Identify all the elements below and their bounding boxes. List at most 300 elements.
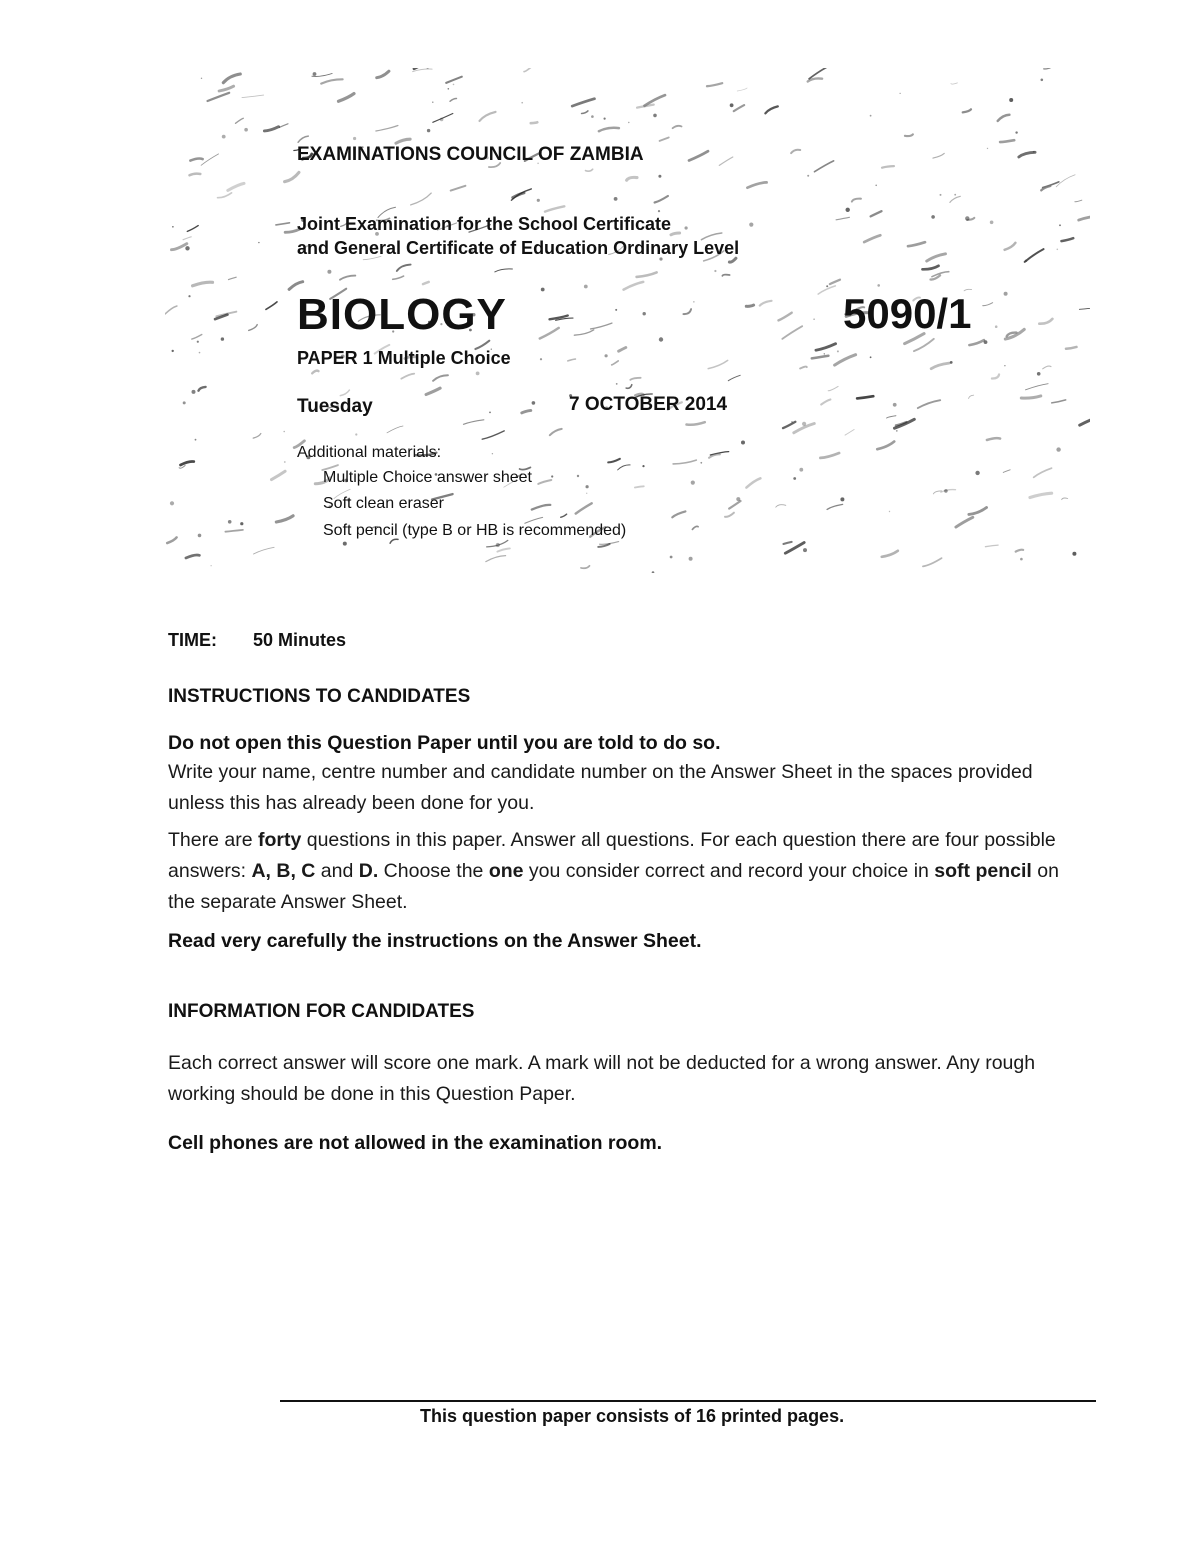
- speckle-mark: [992, 374, 999, 378]
- speckle-mark: [582, 111, 588, 114]
- speckle-mark: [655, 196, 668, 203]
- speckle-mark: [765, 106, 777, 113]
- speckle-mark: [923, 558, 942, 566]
- speckle-mark: [747, 182, 766, 187]
- speckle-dot: [1025, 260, 1028, 263]
- page-count-note: This question paper consists of 16 printed pages.: [420, 1406, 845, 1426]
- speckle-mark: [760, 301, 772, 306]
- speckle-dot: [984, 340, 988, 344]
- speckle-mark: [199, 387, 206, 391]
- speckle-mark: [1034, 468, 1052, 477]
- speckle-dot: [327, 270, 331, 274]
- material-item: Soft pencil (type B or HB is recommended): [323, 522, 627, 539]
- speckle-mark: [637, 272, 657, 277]
- speckle-dot: [427, 129, 430, 132]
- speckle-mark: [950, 196, 960, 202]
- speckle-mark: [172, 244, 187, 250]
- read-carefully-notice: Read very carefully the instructions on the Answer Sheet.: [168, 930, 702, 952]
- text-run-bold: forty: [257, 829, 302, 851]
- speckle-mark: [821, 400, 830, 405]
- speckle-mark: [963, 109, 971, 112]
- speckle-dot: [353, 137, 356, 140]
- speckle-dot: [201, 78, 202, 79]
- speckle-mark: [908, 242, 925, 246]
- speckle-mark: [683, 309, 691, 314]
- speckle-dot: [807, 175, 809, 177]
- speckle-mark: [812, 356, 829, 359]
- speckle-mark: [1062, 238, 1074, 241]
- speckle-mark: [951, 83, 958, 84]
- speckle-dot: [476, 372, 480, 376]
- speckle-dot: [803, 548, 807, 552]
- speckle-mark: [998, 115, 1010, 121]
- speckle-dot: [605, 354, 608, 357]
- speckle-dot: [496, 543, 500, 547]
- speckle-dot: [877, 284, 880, 287]
- speckle-dot: [628, 122, 629, 123]
- speckle-mark: [627, 177, 637, 180]
- speckle-dot: [1037, 372, 1041, 376]
- speckle-mark: [219, 86, 234, 91]
- speckle-mark: [264, 127, 278, 131]
- speckle-dot: [975, 471, 979, 475]
- speckle-mark: [905, 134, 913, 136]
- speckle-dot: [954, 194, 956, 196]
- speckle-dot: [440, 118, 444, 122]
- speckle-mark: [671, 233, 680, 235]
- speckle-dot: [900, 93, 901, 94]
- speckle-mark: [985, 545, 998, 547]
- text-run: and: [315, 860, 359, 882]
- speckle-dot: [659, 337, 663, 341]
- speckle-mark: [1080, 418, 1090, 426]
- speckle-dot: [244, 128, 248, 132]
- speckle-mark: [877, 442, 894, 450]
- speckle-dot: [730, 103, 734, 107]
- speckle-dot: [693, 301, 694, 302]
- speckle-mark: [808, 78, 822, 81]
- speckle-dot: [685, 226, 688, 229]
- speckle-dot: [813, 318, 815, 320]
- exam-date: 7 OCTOBER 2014: [569, 394, 728, 415]
- speckle-mark: [397, 265, 411, 271]
- speckle-dot: [616, 383, 618, 385]
- speckle-mark: [673, 126, 682, 128]
- speckle-dot: [749, 223, 753, 227]
- speckle-mark: [728, 375, 740, 380]
- speckle-dot: [793, 477, 796, 480]
- subject-title: BIOLOGY: [297, 290, 507, 339]
- speckle-mark: [1066, 347, 1077, 349]
- speckle-mark: [864, 235, 880, 242]
- speckle-dot: [931, 215, 935, 219]
- speckle-mark: [426, 388, 440, 394]
- speckle-dot: [840, 497, 844, 501]
- questions-instruction: [168, 825, 1088, 918]
- speckle-dot: [652, 571, 655, 573]
- speckle-dot: [1033, 151, 1035, 153]
- speckle-dot: [987, 148, 988, 149]
- speckle-dot: [1057, 249, 1059, 251]
- speckle-dot: [1004, 292, 1008, 296]
- speckle-dot: [192, 390, 196, 394]
- speckle-mark: [550, 429, 562, 435]
- speckle-dot: [355, 433, 357, 435]
- instructions-heading: INSTRUCTIONS TO CANDIDATES: [168, 686, 471, 707]
- speckle-mark: [249, 325, 258, 331]
- speckle-mark: [192, 335, 202, 340]
- time-label: TIME:: [168, 630, 217, 650]
- speckle-mark: [228, 183, 244, 190]
- speckle-mark: [608, 459, 620, 463]
- footer-rule: [280, 1400, 1096, 1402]
- speckle-mark: [914, 339, 934, 351]
- text-run: Choose the: [378, 860, 489, 882]
- speckle-mark: [969, 340, 984, 345]
- speckle-mark: [266, 302, 277, 310]
- speckle-dot: [432, 102, 433, 103]
- speckle-mark: [941, 490, 956, 493]
- speckle-mark: [725, 513, 734, 517]
- speckle-mark: [933, 153, 944, 158]
- speckle-mark: [312, 371, 318, 374]
- speckle-dot: [944, 489, 948, 493]
- speckle-dot: [240, 522, 243, 525]
- speckle-dot: [846, 208, 850, 212]
- speckle-dot: [453, 84, 455, 86]
- speckle-mark: [729, 501, 740, 509]
- text-run: on the separate Answer Sheet.: [168, 860, 1059, 913]
- speckle-dot: [489, 412, 491, 414]
- speckle-mark: [208, 93, 230, 101]
- speckle-mark: [987, 438, 1000, 440]
- speckle-dot: [837, 350, 839, 352]
- speckle-mark: [486, 556, 506, 562]
- paper-code: 5090/1: [843, 290, 972, 337]
- speckle-mark: [568, 359, 576, 361]
- speckle-mark: [591, 323, 612, 329]
- speckle-mark: [707, 83, 722, 86]
- speckle-dot: [586, 493, 587, 494]
- speckle-dot: [893, 403, 897, 407]
- speckle-mark: [396, 139, 410, 143]
- speckle-mark: [815, 161, 834, 172]
- speckle-dot: [258, 242, 259, 243]
- speckle-dot: [604, 118, 606, 120]
- speckle-mark: [561, 514, 567, 517]
- speckle-mark: [983, 303, 993, 306]
- speckle-dot: [799, 468, 803, 472]
- speckle-dot: [643, 312, 646, 315]
- paper-type: PAPER 1 Multiple Choice: [297, 348, 511, 368]
- speckle-mark: [1075, 200, 1082, 202]
- exam-line-1: Joint Examination for the School Certificate: [297, 214, 672, 234]
- speckle-mark: [276, 223, 290, 225]
- speckle-dot: [615, 309, 617, 311]
- speckle-mark: [242, 95, 264, 98]
- speckle-mark: [218, 193, 232, 198]
- speckle-mark: [190, 159, 202, 161]
- do-not-open-notice: Do not open this Question Paper until you are told to do so.: [168, 732, 721, 754]
- cell-phone-notice: Cell phones are not allowed in the examination room.: [168, 1132, 663, 1154]
- speckle-dot: [1041, 79, 1044, 82]
- speckle-mark: [272, 471, 286, 479]
- speckle-mark: [828, 386, 838, 390]
- speckle-mark: [165, 306, 177, 314]
- speckle-mark: [820, 453, 839, 458]
- speckle-mark: [414, 68, 422, 69]
- speckle-mark: [660, 138, 669, 141]
- speckle-dot: [1004, 365, 1005, 366]
- speckle-dot: [1009, 98, 1013, 102]
- speckle-mark: [1079, 217, 1090, 221]
- speckle-dot: [1059, 224, 1061, 226]
- speckle-mark: [339, 94, 355, 102]
- speckle-mark: [340, 276, 355, 280]
- speckle-mark: [816, 344, 836, 351]
- speckle-mark: [624, 282, 644, 290]
- speckle-mark: [223, 74, 240, 83]
- speckle-mark: [340, 390, 349, 396]
- speckle-mark: [183, 237, 191, 240]
- speckle-mark: [289, 282, 303, 290]
- speckle-dot: [896, 430, 898, 432]
- speckle-mark: [689, 151, 708, 160]
- speckle-dot: [940, 194, 942, 196]
- speckle-mark: [167, 537, 176, 543]
- speckle-dot: [198, 534, 202, 538]
- speckle-dot: [541, 288, 545, 292]
- speckle-mark: [835, 355, 856, 365]
- speckle-dot: [965, 216, 969, 220]
- text-run: There are: [168, 829, 258, 851]
- speckle-mark: [1019, 152, 1035, 157]
- speckle-mark: [923, 266, 939, 270]
- speckle-mark: [225, 530, 243, 532]
- speckle-mark: [532, 505, 551, 510]
- speckle-mark: [1062, 498, 1068, 500]
- speckle-dot: [889, 511, 890, 512]
- speckle-dot: [700, 462, 702, 464]
- speckle-dot: [577, 475, 579, 477]
- speckle-mark: [531, 122, 537, 123]
- speckle-mark: [1005, 243, 1016, 250]
- speckle-mark: [480, 112, 496, 121]
- speckle-mark: [776, 505, 786, 507]
- speckle-mark: [708, 360, 728, 368]
- speckle-dot: [995, 325, 998, 328]
- speckle-mark: [845, 430, 854, 436]
- speckle-mark: [1030, 493, 1052, 497]
- time-row: [168, 630, 346, 651]
- speckle-mark: [279, 124, 288, 128]
- speckle-dot: [551, 475, 553, 477]
- council-name: EXAMINATIONS COUNCIL OF ZAMBIA: [297, 144, 644, 165]
- write-name-instruction: Write your name, centre number and candidate number on the Answer Sheet in the spaces provided unless this has already been done for you.: [168, 761, 1033, 814]
- speckle-mark: [734, 105, 745, 111]
- text-run-bold: D.: [358, 860, 379, 882]
- material-item: Multiple Choice answer sheet: [323, 469, 532, 486]
- speckle-mark: [1025, 249, 1044, 262]
- speckle-mark: [254, 547, 275, 554]
- speckle-mark: [298, 136, 308, 142]
- speckle-mark: [181, 461, 194, 465]
- speckle-mark: [411, 193, 432, 205]
- speckle-mark: [783, 422, 795, 428]
- speckle-dot: [228, 520, 232, 524]
- speckle-dot: [188, 295, 190, 297]
- speckle-mark: [969, 395, 974, 398]
- speckle-mark: [871, 211, 882, 216]
- speckle-mark: [969, 508, 987, 515]
- speckle-mark: [433, 375, 448, 381]
- speckle-dot: [283, 431, 285, 433]
- speckle-dot: [990, 221, 994, 225]
- speckle-mark: [927, 254, 946, 261]
- speckle-dot: [170, 501, 174, 505]
- speckle-dot: [492, 453, 493, 454]
- speckle-mark: [433, 114, 453, 123]
- speckle-mark: [809, 68, 827, 79]
- material-item: Soft clean eraser: [323, 495, 444, 512]
- speckle-mark: [746, 305, 753, 306]
- speckle-mark: [791, 150, 800, 153]
- speckle-mark: [377, 71, 389, 78]
- speckle-dot: [172, 226, 174, 228]
- speckle-dot: [658, 175, 661, 178]
- speckle-mark: [495, 269, 513, 272]
- speckle-dot: [591, 115, 594, 118]
- speckle-mark: [253, 434, 261, 439]
- speckle-mark: [229, 277, 237, 279]
- speckle-dot: [714, 270, 716, 272]
- speckle-mark: [783, 542, 791, 544]
- speckle-dot: [1056, 447, 1060, 451]
- speckle-dot: [195, 439, 197, 441]
- speckle-mark: [540, 328, 559, 339]
- speckle-dot: [653, 114, 657, 118]
- speckle-mark: [285, 172, 299, 181]
- speckle-mark: [387, 426, 403, 433]
- speckle-dot: [870, 356, 872, 358]
- speckle-dot: [183, 401, 186, 404]
- speckle-mark: [630, 378, 640, 380]
- speckle-dot: [199, 352, 201, 354]
- speckle-mark: [882, 166, 894, 168]
- speckle-mark: [190, 174, 201, 176]
- exam-line-2: and General Certificate of Education Ordinary Level: [297, 238, 740, 258]
- text-run-bold: soft pencil: [934, 860, 1032, 882]
- speckle-mark: [882, 551, 898, 557]
- speckle-dot: [532, 401, 536, 405]
- speckle-mark: [236, 118, 244, 123]
- speckle-mark: [782, 326, 802, 339]
- speckle-dot: [670, 556, 673, 559]
- speckle-mark: [836, 217, 849, 220]
- time-value: 50 Minutes: [253, 630, 347, 650]
- speckle-mark: [827, 504, 843, 509]
- speckle-mark: [931, 363, 949, 369]
- information-heading: INFORMATION FOR CANDIDATES: [168, 1001, 475, 1022]
- speckle-mark: [401, 374, 414, 379]
- speckle-dot: [1015, 131, 1017, 133]
- speckle-mark: [581, 566, 590, 568]
- speckle-dot: [211, 565, 212, 566]
- speckle-mark: [692, 526, 698, 529]
- speckle-dot: [537, 199, 540, 202]
- speckle-mark: [446, 77, 462, 83]
- speckle-mark: [1021, 396, 1041, 398]
- speckle-dot: [343, 542, 347, 546]
- speckle-mark: [193, 282, 213, 286]
- speckle-dot: [222, 135, 226, 139]
- speckle-mark: [737, 88, 747, 91]
- speckle-mark: [619, 348, 626, 352]
- speckle-dot: [284, 461, 286, 463]
- text-run-bold: A, B, C: [251, 860, 316, 882]
- speckle-mark: [618, 465, 631, 470]
- speckle-dot: [741, 441, 745, 445]
- speckle-mark: [187, 226, 198, 232]
- speckle-mark: [779, 313, 792, 321]
- speckle-dot: [614, 197, 618, 201]
- speckle-mark: [852, 199, 861, 202]
- speckle-dot: [642, 465, 644, 467]
- speckle-mark: [918, 400, 940, 408]
- speckle-mark: [785, 543, 804, 554]
- speckle-mark: [673, 460, 696, 464]
- speckle-mark: [722, 275, 729, 276]
- exam-day: Tuesday: [297, 396, 373, 417]
- speckle-mark: [887, 416, 896, 418]
- text-run: you consider correct and record your choice in: [523, 860, 935, 882]
- speckle-mark: [321, 79, 342, 83]
- cover-header: [165, 68, 1090, 573]
- speckle-dot: [870, 115, 872, 117]
- speckle-dot: [736, 497, 740, 501]
- speckle-dot: [826, 285, 828, 287]
- speckle-mark: [612, 361, 619, 365]
- speckle-mark: [800, 367, 807, 369]
- speckle-dot: [185, 246, 189, 250]
- speckle-mark: [423, 282, 429, 284]
- speckle-mark: [1052, 400, 1066, 403]
- speckle-mark: [572, 99, 594, 106]
- speckle-dot: [221, 337, 224, 340]
- speckle-mark: [1043, 366, 1051, 369]
- speckle-mark: [1026, 384, 1049, 390]
- speckle-mark: [376, 126, 398, 132]
- speckle-dot: [521, 102, 523, 104]
- speckle-mark: [719, 157, 733, 165]
- speckle-mark: [545, 206, 564, 211]
- speckle-mark: [635, 486, 644, 487]
- speckle-dot: [791, 421, 792, 422]
- scoring-information: Each correct answer will score one mark. A mark will not be deducted for a wrong answer. Any rough working should be done in this Question Paper.: [168, 1052, 1036, 1105]
- speckle-mark: [524, 68, 532, 72]
- speckle-mark: [1079, 306, 1090, 309]
- speckle-mark: [1056, 175, 1075, 187]
- speckle-dot: [1020, 558, 1023, 561]
- text-run: questions in this paper. Answer all questions. For each question there are four possible answers:: [168, 829, 1056, 882]
- speckle-mark: [1044, 68, 1055, 69]
- speckle-dot: [586, 485, 589, 488]
- speckle-mark: [393, 276, 404, 279]
- speckle-mark: [672, 511, 685, 517]
- speckle-mark: [464, 420, 484, 425]
- speckle-mark: [538, 480, 551, 484]
- speckle-dot: [658, 210, 660, 212]
